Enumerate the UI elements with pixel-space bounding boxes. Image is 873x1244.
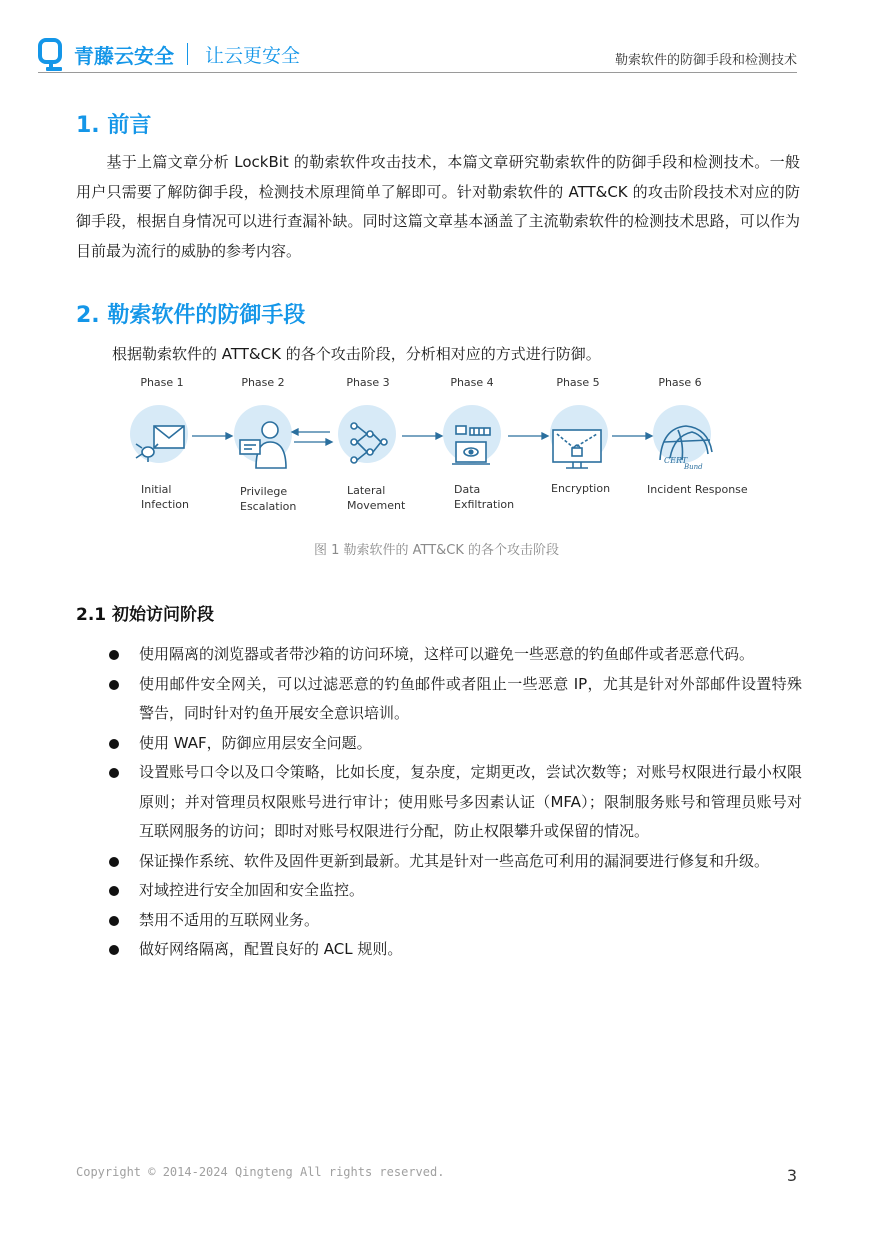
arrowhead-1-2	[226, 433, 232, 439]
phase-5-label: Phase 5	[556, 376, 600, 389]
list-item	[106, 876, 802, 906]
bullet-dot	[109, 739, 119, 749]
phase-2-name-line2: Escalation	[240, 500, 297, 513]
phase-2-name	[240, 484, 296, 514]
section-1-paragraph	[76, 148, 800, 266]
bullet-dot	[109, 945, 119, 955]
arrowhead-4-5	[542, 433, 548, 439]
phase-1-label: Phase 1	[140, 376, 184, 389]
list-item	[106, 906, 802, 936]
header-divider	[187, 43, 188, 65]
arrowhead-2-3	[326, 439, 332, 445]
phase-3-name	[347, 483, 405, 513]
attack-phases-diagram	[118, 370, 758, 520]
bullet-dot	[109, 857, 119, 867]
list-item-text: 使用邮件安全网关，可以过滤恶意的钓鱼邮件或者阻止一些恶意 IP，尤其是针对外部邮件设置特殊警告，同时针对钓鱼开展安全意识培训。	[139, 674, 802, 722]
list-item	[106, 847, 802, 877]
phase-3-label: Phase 3	[346, 376, 390, 389]
phase-3-name-line2: Movement	[347, 499, 406, 512]
section-2-lead: 根据勒索软件的 ATT&CK 的各个攻击阶段，分析相对应的方式进行防御。	[112, 345, 601, 363]
section-1-heading: 1. 前言	[76, 113, 152, 138]
header-rule	[38, 72, 797, 73]
list-item-text: 保证操作系统、软件及固件更新到最新。尤其是针对一些高危可利用的漏洞要进行修复和升级。	[139, 851, 770, 870]
qingteng-logo-icon	[38, 38, 64, 72]
bullet-dot	[109, 768, 119, 778]
list-item	[106, 640, 802, 670]
brand-slogan: 让云更安全	[205, 45, 301, 67]
diagram-graphics	[118, 370, 758, 480]
list-item-text: 使用隔离的浏览器或者带沙箱的访问环境，这样可以避免一些恶意的钓鱼邮件或者恶意代码。	[139, 645, 755, 663]
cert-text: CERT	[664, 456, 688, 465]
phase-5-name: Encryption	[551, 482, 611, 495]
network-nodes-icon	[351, 423, 387, 463]
arrowhead-5-6	[646, 433, 652, 439]
phase-4-name-line2: Exfiltration	[454, 498, 515, 511]
phase-3-name-line1: Lateral	[347, 484, 386, 497]
brand-name: 青藤云安全	[74, 44, 174, 68]
phase-1-name-line1: Initial	[141, 483, 172, 496]
list-item-text: 做好网络隔离，配置良好的 ACL 规则。	[139, 940, 403, 958]
phase-2-label: Phase 2	[241, 376, 285, 389]
phase-1-name-line2: Infection	[141, 498, 189, 511]
list-item-text: 对域控进行安全加固和安全监控。	[139, 881, 365, 899]
list-item	[106, 935, 802, 965]
section-1-paragraph-text: 基于上篇文章分析 LockBit 的勒索软件攻击技术，本篇文章研究勒索软件的防御手段和检测技术。一般用户只需要了解防御手段，检测技术原理简单了解即可。针对勒索软件的 ATT&CK 的攻击阶段技术对应的防御手段，根据自身情况可以进行查漏补缺。同时这篇文章基本涵盖了主流勒索软件的检测技术思路，可以作为目前最为流行的威胁的参考内容。	[76, 153, 800, 260]
phase-6-name: Incident Response	[647, 483, 748, 496]
envelope-bug-icon	[136, 426, 184, 462]
cert-globe-icon	[660, 426, 712, 460]
document-title: 勒索软件的防御手段和检测技术	[614, 53, 797, 68]
list-item	[106, 670, 802, 729]
bullet-dot	[109, 650, 119, 660]
bullet-dot	[109, 886, 119, 896]
phase-2-name-line1: Privilege	[240, 485, 288, 498]
list-item-text: 使用 WAF，防御应用层安全问题。	[139, 733, 372, 752]
encrypted-monitor-icon	[553, 430, 601, 468]
list-item-text: 设置账号口令以及口令策略，比如长度，复杂度，定期更改，尝试次数等；对账号权限进行最小权限原则；并对管理员权限账号进行审计；使用账号多因素认证（MFA）；限制服务账号和管理员账号对互联网服务的访问；即时对账号权限进行分配，防止权限攀升或保留的情况。	[139, 763, 802, 840]
section-2-1-heading: 2.1 初始访问阶段	[76, 605, 215, 625]
phase-1-name	[141, 482, 189, 512]
list-item	[106, 758, 802, 847]
bullet-dot	[109, 680, 119, 690]
bund-text: Bund	[684, 463, 703, 471]
bullet-dot	[109, 916, 119, 926]
phase-6-label: Phase 6	[658, 376, 702, 389]
phase-4-label: Phase 4	[450, 376, 494, 389]
hacker-id-icon	[240, 422, 286, 468]
laptop-eye-icon	[452, 426, 490, 464]
arrowhead-2-3-back	[292, 429, 298, 435]
phase-4-name-line1: Data	[454, 483, 481, 496]
section-2-heading: 2. 勒索软件的防御手段	[76, 303, 306, 328]
arrowhead-3-4	[436, 433, 442, 439]
list-item-text: 禁用不适用的互联网业务。	[139, 910, 320, 929]
phase-4-name	[454, 482, 514, 512]
list-item	[106, 729, 802, 759]
defense-bullet-list	[106, 640, 802, 965]
page-number: 3	[786, 1166, 797, 1185]
copyright-footer: Copyright © 2014-2024 Qingteng All rights reserved.	[76, 1165, 445, 1179]
figure-caption: 图 1 勒索软件的 ATT&CK 的各个攻击阶段	[313, 543, 560, 558]
